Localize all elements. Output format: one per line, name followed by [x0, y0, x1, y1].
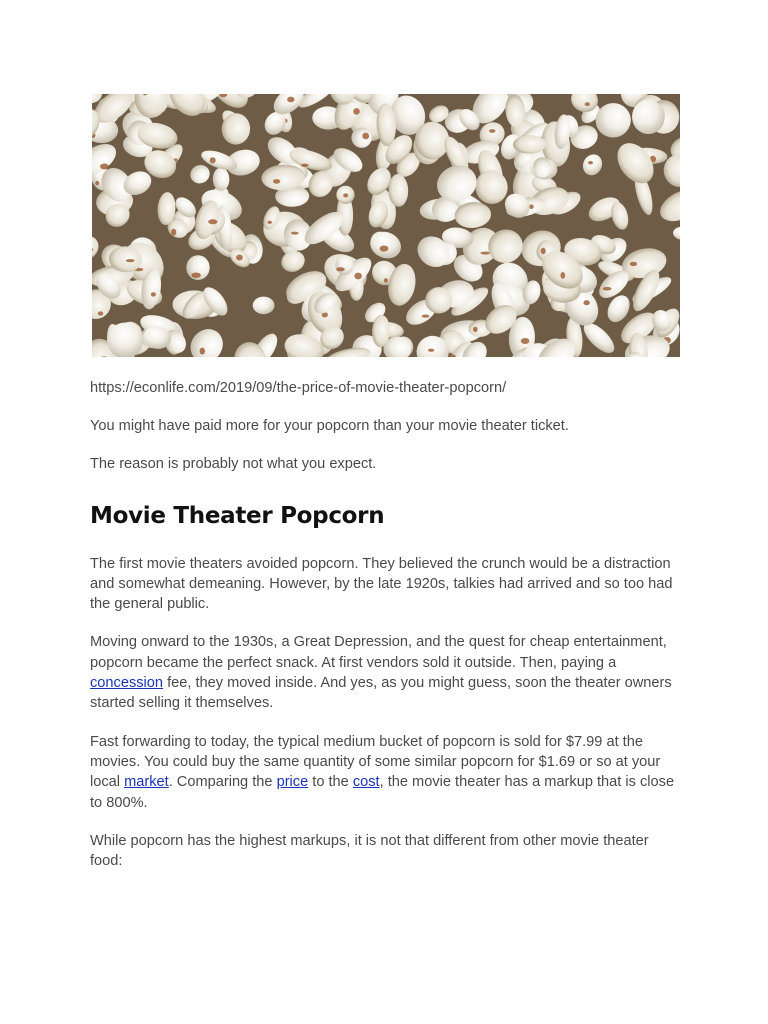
paragraph-text: , the movie theater has a markup that is close to 800%.: [90, 774, 675, 811]
popcorn-hull: [521, 338, 530, 344]
popcorn-hull: [588, 161, 593, 164]
popcorn-image: [92, 94, 680, 357]
intro-paragraph-2: The reason is probably not what you expect.: [90, 456, 377, 473]
section-heading: Movie Theater Popcorn: [90, 502, 385, 529]
popcorn-hull: [268, 221, 272, 224]
popcorn-hull: [384, 278, 388, 282]
popcorn-hull: [362, 133, 369, 140]
popcorn-hull: [354, 273, 362, 280]
popcorn-hull: [343, 193, 348, 197]
price-link[interactable]: price: [276, 774, 309, 791]
popcorn-hull: [287, 97, 294, 103]
popcorn-hull: [422, 315, 430, 318]
popcorn-hull: [473, 327, 478, 332]
paragraph-history: The first movie theaters avoided popcorn. They believed the crunch would be a distraction and somewhat demeaning. However, by the late 1920s, talkies had arrived and so too had the general public.: [90, 555, 673, 613]
popcorn-hull: [210, 157, 216, 163]
popcorn-hull: [603, 287, 612, 291]
popcorn-hull: [126, 259, 135, 262]
popcorn-hull: [301, 164, 309, 167]
popcorn-hull: [100, 164, 109, 170]
popcorn-hull: [291, 232, 299, 235]
popcorn-hull: [480, 252, 490, 255]
paragraph-other-food: While popcorn has the highest markups, it is not that different from other movie theater food:: [90, 832, 649, 870]
popcorn-hull: [236, 255, 243, 261]
source-url: https://econlife.com/2019/09/the-price-of-movie-theater-popcorn/: [90, 380, 507, 396]
popcorn-kernel: [632, 100, 665, 135]
popcorn-hull: [273, 179, 280, 184]
popcorn-hull: [541, 248, 546, 254]
intro-paragraph-1: You might have paid more for your popcorn than your movie theater ticket.: [90, 418, 569, 434]
popcorn-hull: [336, 267, 345, 271]
popcorn-hull: [561, 272, 566, 279]
popcorn-hull: [585, 102, 590, 106]
popcorn-kernel: [253, 297, 275, 315]
popcorn-hull: [200, 348, 205, 355]
popcorn-hull: [191, 273, 200, 278]
paragraph-text: Moving onward to the 1930s, a Great Depression, and the quest for cheap entertainment, popcorn became the perfect snack. At first vendors sold it outside. Then, paying a: [90, 634, 667, 671]
popcorn-hull: [95, 181, 99, 185]
paragraph-text: . Comparing the: [168, 774, 277, 791]
market-link[interactable]: market: [124, 774, 169, 791]
popcorn-hull: [428, 349, 434, 352]
popcorn-hull: [98, 311, 103, 315]
popcorn-photo: [92, 94, 680, 357]
popcorn-hull: [208, 219, 217, 224]
popcorn-hull: [171, 229, 176, 236]
popcorn-hull: [380, 246, 389, 252]
popcorn-hull: [630, 262, 637, 266]
paragraph-markup: [90, 732, 682, 813]
article-body: [90, 378, 682, 889]
paragraph-depression: [90, 632, 682, 713]
concession-link[interactable]: concession: [90, 675, 164, 692]
paragraph-text: fee, they moved inside. And yes, as you might guess, soon the theater owners started selling it themselves.: [90, 675, 672, 712]
paragraph-text: Fast forwarding to today, the typical medium bucket of popcorn is sold for $7.99 at the movies. You could buy the same quantity of some similar popcorn for $1.69 or so at your local: [90, 733, 661, 791]
popcorn-hull: [529, 204, 534, 209]
paragraph-text: to the: [308, 774, 353, 791]
cost-link[interactable]: cost: [352, 774, 380, 791]
popcorn-hull: [583, 300, 589, 305]
popcorn-hull: [151, 292, 156, 296]
popcorn-hull: [489, 129, 495, 133]
popcorn-hull: [353, 108, 360, 115]
